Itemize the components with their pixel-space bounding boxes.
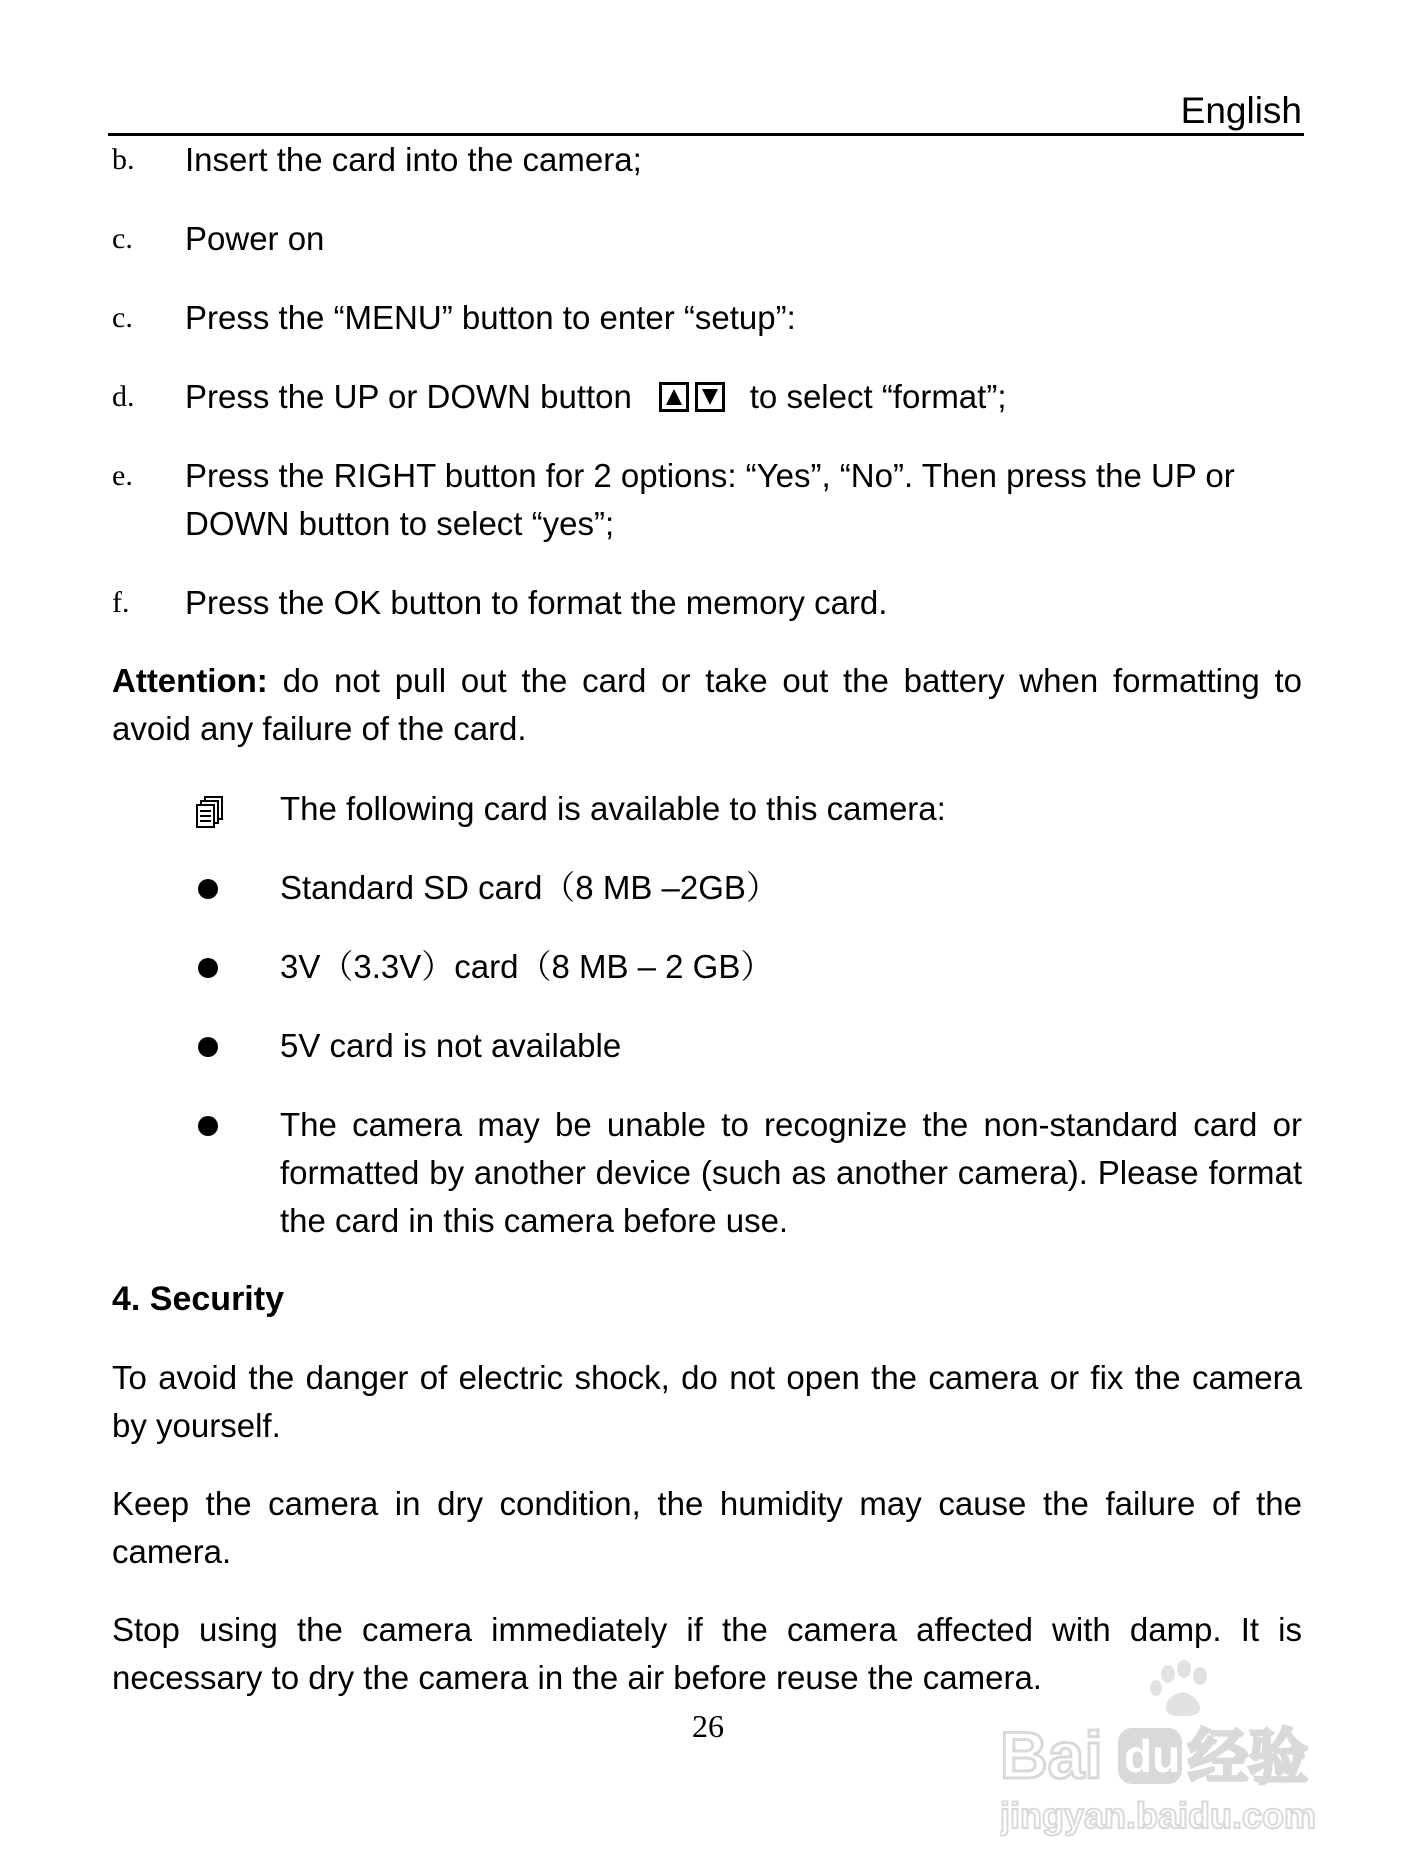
step-label: e. — [112, 459, 133, 492]
step-text-before: Press the UP or DOWN button — [185, 378, 632, 415]
step-text: Power on — [185, 220, 325, 257]
step-label: f. — [112, 586, 130, 619]
bullet-text: Standard SD card（8 MB –2GB） — [280, 869, 779, 906]
attention-label: Attention: — [112, 662, 268, 699]
step-text: Press the RIGHT button for 2 options: “Yes”, “No”. Then press the UP or DOWN button to select “yes”; — [185, 457, 1235, 542]
page-number: 26 — [692, 1708, 724, 1744]
step-text: Insert the card into the camera; — [185, 141, 642, 178]
attention-text: do not pull out the card or take out the battery when formatting to avoid any failure of the card. — [112, 662, 1302, 747]
svg-text:经验: 经验 — [1188, 1723, 1308, 1793]
security-paragraph: To avoid the danger of electric shock, do not open the camera or fix the camera by yourself. — [112, 1359, 1302, 1444]
step-label: b. — [112, 143, 135, 176]
svg-text:Bai: Bai — [1000, 1718, 1103, 1792]
step-text: Press the “MENU” button to enter “setup”: — [185, 299, 796, 336]
notes-icon — [196, 793, 224, 841]
attention-paragraph — [112, 657, 1302, 753]
step-label: c. — [112, 222, 133, 255]
section-title: 4. Security — [112, 1280, 284, 1318]
step-text: Press the OK button to format the memory card. — [185, 584, 888, 621]
svg-text:du: du — [1124, 1730, 1181, 1782]
bullet-dot — [198, 1037, 218, 1057]
step-text — [185, 373, 1302, 421]
bullet-dot — [198, 958, 218, 978]
bullet-dot — [198, 879, 218, 899]
step-label: d. — [112, 380, 135, 413]
bullet-text: The camera may be unable to recognize the non-standard card or formatted by another device (such as another camera). Please format the card in this camera before use. — [280, 1106, 1302, 1239]
step-text-after: to select “format”; — [749, 378, 1007, 415]
security-paragraph: Keep the camera in dry condition, the humidity may cause the failure of the camera. — [112, 1485, 1302, 1570]
baidu-watermark-logo — [1000, 1660, 1330, 1840]
down-arrow-button-icon — [695, 382, 725, 412]
header-language: English — [1180, 90, 1302, 131]
up-arrow-button-icon — [659, 382, 689, 412]
svg-text:jingyan.baidu.com: jingyan.baidu.com — [1000, 1795, 1317, 1836]
bullet-text: 3V（3.3V）card（8 MB – 2 GB） — [280, 948, 774, 985]
note-text: The following card is available to this camera: — [280, 790, 946, 827]
step-label: c. — [112, 301, 133, 334]
bullet-text: 5V card is not available — [280, 1027, 622, 1064]
bullet-dot — [198, 1116, 218, 1136]
security-paragraph: Stop using the camera immediately if the camera affected with damp. It is necessary to dry the camera in the air before reuse the camera. — [112, 1611, 1302, 1696]
